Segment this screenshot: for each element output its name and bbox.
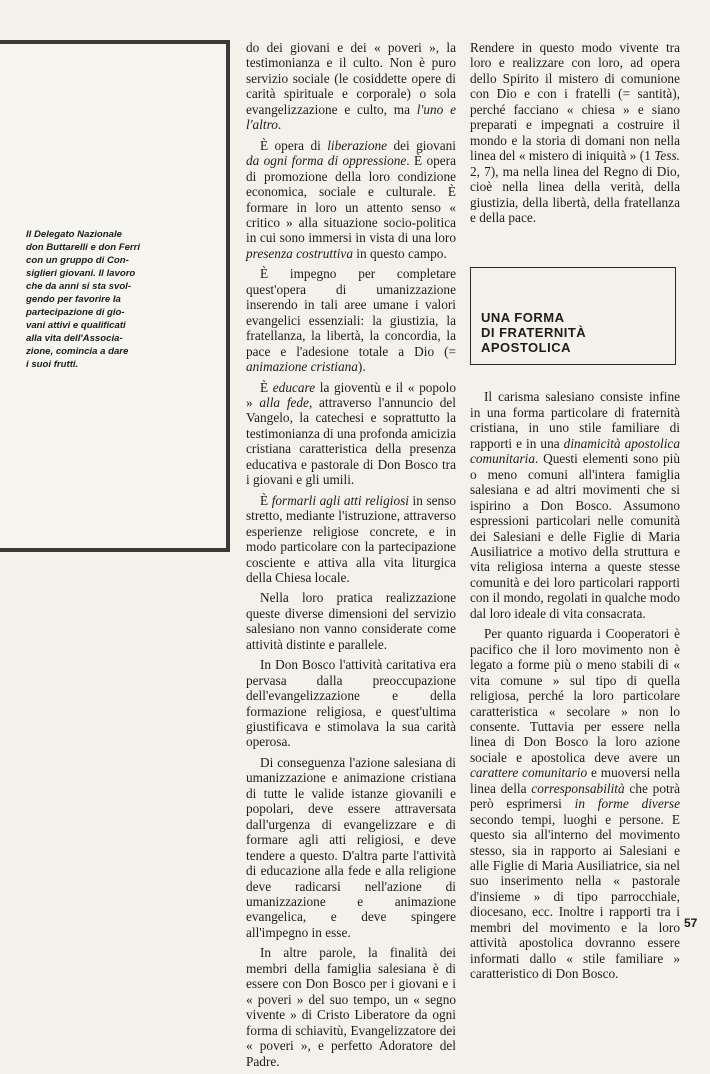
caption-line: don Buttarelli e don Ferri: [26, 242, 141, 253]
caption-line: con un gruppo di Con-: [26, 255, 129, 266]
caption-line: Il Delegato Nazionale: [26, 229, 122, 240]
caption-line: gendo per favorire la: [26, 294, 121, 305]
caption-line: che da anni si sta svol-: [26, 281, 132, 292]
paragraph: Il carisma salesiano consiste infine in una forma particolare di fraternità cristiana, in uno stile familiare di rapporti e in una dinamicità apostolica comunitaria. Questi elementi sono più o meno comuni all'intera famiglia salesiana e ad altri movimenti che si ispirino a Don Bosco. Assumono espressioni particolari nelle comunità dei Salesiani e delle Figlie di Maria Ausiliatrice a motivo della struttura e vita religiosa interna a queste stesse comunità e dei loro particolari rapporti con il mondo, regolati in qualche modo dal loro ideale di vita consacrata.: [470, 389, 680, 621]
caption-line: partecipazione di gio-: [26, 307, 125, 318]
photo-caption: [26, 228, 202, 371]
paragraph: Di conseguenza l'azione salesiana di umanizzazione e animazione cristiana di tutte le valide istanze giovanili e popolari, deve essere attraversata dall'urgenza di evangelizzare e di formare agli atti religiosi, e deve tendere a questo. D'altra parte l'attività di educazione alla fede e alla religione deve radicarsi nell'azione di umanizzazione e animazione evangelica, e deve spingere all'impegno in esse.: [246, 754, 456, 940]
paragraph: È opera di liberazione dei giovani da ogni forma di oppressione. È opera di promozione della loro condizione economica, sociale e culturale. È formare in loro un attento senso « critico » alla situazione socio-politica in cui sono immersi in vista di una loro presenza costruttiva in questo campo.: [246, 137, 457, 261]
paragraph: Rendere in questo modo vivente tra loro e realizzare con loro, ad opera dello Spirito il mistero di comunione con Dio e con i fratelli (= santità), perché facciano « chiesa » e siano preparati e impegnati a costruire il mondo e la storia di domani non nella linea del « mistero di iniquità » (1 Tess. 2, 7), ma nella linea del Regno di Dio, cioè nella linea della verità, della giustizia, della libertà, della fratellanza e della pace.: [470, 40, 680, 225]
paragraph: do dei giovani e dei « poveri », la testimonianza e il culto. Non è puro servizio sociale (le cosiddette opere di carità spirituale e corporale) o sola evangelizzazione e culto, ma l'uno e l'altro.: [246, 40, 456, 133]
text-column-middle: [246, 40, 456, 1074]
page-number: 57: [684, 916, 698, 930]
paragraph: In altre parole, la finalità dei membri della famiglia salesiana è di essere con Don Bosco per i giovani e i « poveri » del suo tempo, un « segno vivente » di Cristo Liberatore da ogni forma di schiavitù, Evangelizzatore dei « poveri », e perfetto Adoratore del Padre.: [246, 945, 456, 1069]
caption-line: vani attivi e qualificati: [26, 320, 126, 331]
caption-line: alla vita dell'Associa-: [26, 333, 123, 344]
paragraph: È educare la gioventù e il « popolo » alla fede, attraverso l'annuncio del Vangelo, la catechesi e soprattutto la testimonianza di una profonda amicizia cristiana caratteristica della presenza educativa e pastorale di Don Bosco tra i giovani e gli umili.: [246, 379, 457, 488]
caption-line: i suoi frutti.: [26, 359, 79, 370]
section-heading: UNA FORMA DI FRATERNITÀ APOSTOLICA: [481, 310, 587, 356]
caption-line: zione, comincia a dare: [26, 346, 129, 357]
paragraph: Nella loro pratica realizzazione queste diverse dimensioni del servizio salesiano non vanno considerate come attività distinte e parallele.: [246, 590, 456, 652]
section-heading-box: [470, 267, 676, 365]
text-column-right: [470, 40, 680, 987]
paragraph: In Don Bosco l'attività caritativa era pervasa dalla preoccupazione dell'evangelizzazione e della formazione religiosa, e quest'ultima giustificava e stimolava la sua carità operosa.: [246, 657, 456, 750]
paragraph: È impegno per completare quest'opera di umanizzazione inserendo in tali aree umane i valori evangelici essenziali: la giustizia, la fratellanza, la libertà, la concordia, la pace e l'adesione totale a Dio (= animazione cristiana).: [246, 266, 456, 375]
paragraph: È formarli agli atti religiosi in senso stretto, mediante l'istruzione, attraverso esperienze religiose concrete, e in modo particolare con la partecipazione cosciente e attiva alla vita liturgica della Chiesa locale.: [246, 492, 456, 585]
caption-line: siglieri giovani. Il lavoro: [26, 268, 136, 279]
paragraph: Per quanto riguarda i Cooperatori è pacifico che il loro movimento non è legato a forme più o meno stabili di « vita comune » sul tipo di quella religiosa, perché la loro particolare caratteristica « secolare » non lo consente. Tuttavia per essere nella linea di Don Bosco la loro azione sociale e apostolica deve avere un carattere comunitario e muoversi nella linea della corresponsabilità che potrà però esprimersi in forme diverse secondo tempi, luoghi e persone. E questo sia all'interno del movimento stesso, sia in rapporto ai Salesiani e alle Figlie di Maria Ausiliatrice, sia nel suo inserimento nella « pastorale d'insieme » di tipo parrocchiale, diocesano, ecc. Inoltre i rapporti tra i membri del movimento e la loro attività apostolica dovranno essere informati dallo « stile familiare » caratteristico di Don Bosco.: [470, 626, 681, 982]
